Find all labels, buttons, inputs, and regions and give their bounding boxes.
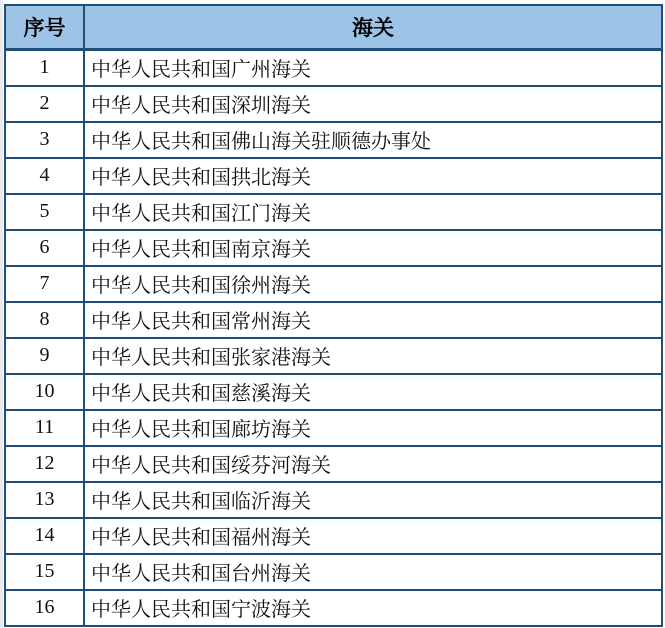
- customs-name-cell: 中华人民共和国徐州海关: [84, 266, 662, 302]
- table-row: [5, 482, 662, 518]
- table-row: [5, 554, 662, 590]
- table-row: [5, 446, 662, 482]
- row-index-cell: 9: [5, 338, 84, 374]
- table-row: [5, 194, 662, 230]
- table-row: [5, 338, 662, 374]
- row-index-cell: 8: [5, 302, 84, 338]
- customs-name-cell: 中华人民共和国临沂海关: [84, 482, 662, 518]
- row-index-cell: 10: [5, 374, 84, 410]
- customs-name-cell: 中华人民共和国廊坊海关: [84, 410, 662, 446]
- row-index-cell: 12: [5, 446, 84, 482]
- customs-name-cell: 中华人民共和国广州海关: [84, 50, 662, 86]
- customs-name-cell: 中华人民共和国慈溪海关: [84, 374, 662, 410]
- table-row: [5, 590, 662, 626]
- table-row: [5, 86, 662, 122]
- table-row: [5, 158, 662, 194]
- customs-name-cell: 中华人民共和国拱北海关: [84, 158, 662, 194]
- customs-name-cell: 中华人民共和国张家港海关: [84, 338, 662, 374]
- row-index-cell: 7: [5, 266, 84, 302]
- customs-name-cell: 中华人民共和国深圳海关: [84, 86, 662, 122]
- row-index-cell: 11: [5, 410, 84, 446]
- row-index-cell: 16: [5, 590, 84, 626]
- customs-table: [4, 4, 663, 627]
- column-header-index: 序号: [5, 5, 84, 50]
- column-header-customs: 海关: [84, 5, 662, 50]
- row-index-cell: 15: [5, 554, 84, 590]
- table-header-row: [5, 5, 662, 50]
- customs-name-cell: 中华人民共和国台州海关: [84, 554, 662, 590]
- customs-name-cell: 中华人民共和国绥芬河海关: [84, 446, 662, 482]
- customs-name-cell: 中华人民共和国江门海关: [84, 194, 662, 230]
- table-row: [5, 410, 662, 446]
- row-index-cell: 6: [5, 230, 84, 266]
- customs-name-cell: 中华人民共和国常州海关: [84, 302, 662, 338]
- row-index-cell: 5: [5, 194, 84, 230]
- customs-name-cell: 中华人民共和国南京海关: [84, 230, 662, 266]
- table-row: [5, 374, 662, 410]
- row-index-cell: 3: [5, 122, 84, 158]
- customs-name-cell: 中华人民共和国宁波海关: [84, 590, 662, 626]
- customs-name-cell: 中华人民共和国福州海关: [84, 518, 662, 554]
- table-row: [5, 50, 662, 86]
- table-row: [5, 302, 662, 338]
- table-row: [5, 122, 662, 158]
- table-row: [5, 266, 662, 302]
- page-edge-shadow: [0, 0, 3, 628]
- row-index-cell: 14: [5, 518, 84, 554]
- table-row: [5, 518, 662, 554]
- row-index-cell: 2: [5, 86, 84, 122]
- customs-name-cell: 中华人民共和国佛山海关驻顺德办事处: [84, 122, 662, 158]
- table-row: [5, 230, 662, 266]
- row-index-cell: 13: [5, 482, 84, 518]
- row-index-cell: 1: [5, 50, 84, 86]
- row-index-cell: 4: [5, 158, 84, 194]
